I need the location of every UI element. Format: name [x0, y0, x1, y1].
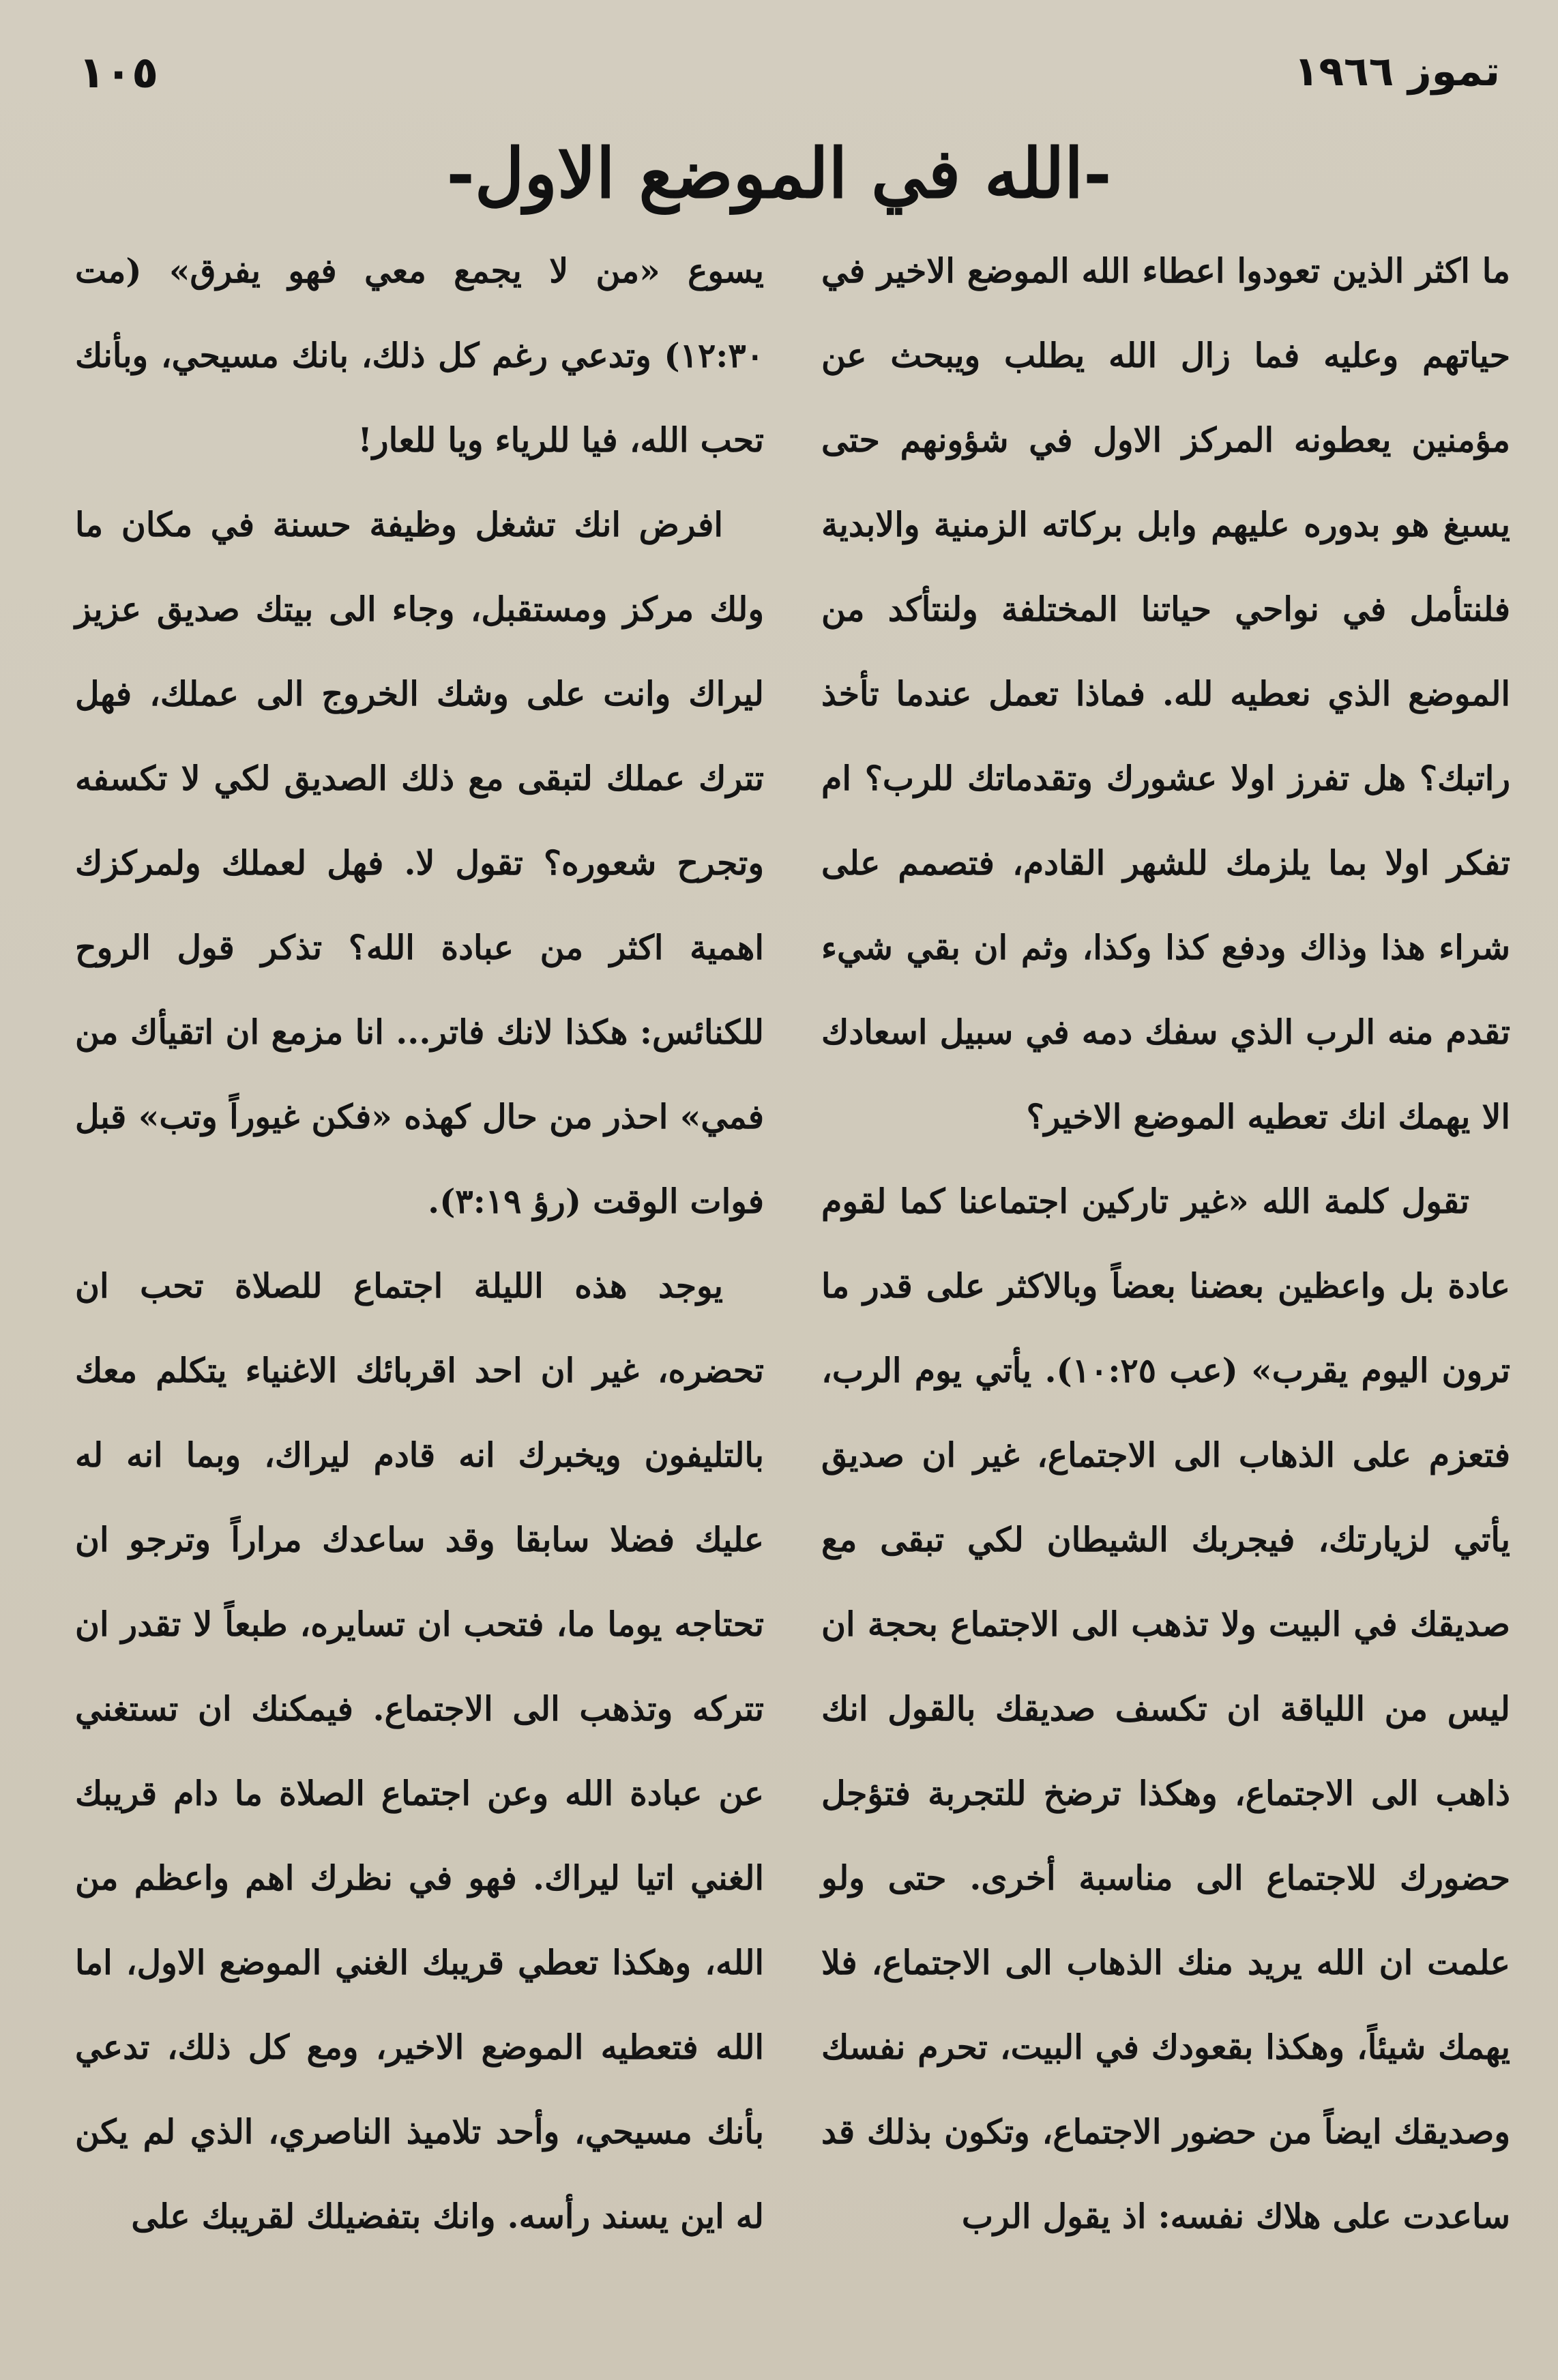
article-title: -الله في الموضع الاول-	[446, 133, 1112, 214]
paragraph: تقول كلمة الله «غير تاركين اجتماعنا كما لقوم عادة بل واعظين بعضنا بعضاً وبالاكثر على قدر ما ترون اليوم يقرب» (عب ١٠:٢٥). يأتي يوم الرب، فتعزم على الذهاب الى الاجتماع، غير ان صديق يأتي لزيارتك، فيجربك الشيطان لكي تبقى مع صديقك في البيت ولا تذهب الى الاجتماع بحجة ان ليس من اللياقة ان تكسف صديقك بالقول انك ذاهب الى الاجتماع، وهكذا ترضخ للتجربة فتؤجل حضورك للاجتماع الى مناسبة أخرى. حتى ولو علمت ان الله يريد منك الذهاب الى الاجتماع، فلا يهمك شيئاً، وهكذا بقعودك في البيت، تحرم نفسك وصديقك ايضاً من حضور الاجتماع، وتكون بذلك قد ساعدت على هلاك نفسه: اذ يقول الرب	[821, 1181, 1510, 2236]
left-column	[75, 229, 764, 2259]
page-number: ١٠٥	[78, 48, 159, 98]
paragraph: افرض انك تشغل وظيفة حسنة في مكان ما ولك مركز ومستقبل، وجاء الى بيتك صديق عزيز ليراك وانت على وشك الخروج الى عملك، فهل تترك عملك لتبقى مع ذلك الصديق لكي لا تكسفه وتجرح شعوره؟ تقول لا. فهل لعملك ولمركزك اهمية اكثر من عبادة الله؟ تذكر قول الروح للكنائس: هكذا لانك فاتر... انا مزمع ان اتقيأك من فمي» احذر من حال كهذه «فكن غيوراً وتب» قبل فوات الوقت (رؤ ٣:١٩).	[75, 505, 764, 1221]
paragraph: ما اكثر الذين تعودوا اعطاء الله الموضع الاخير في حياتهم وعليه فما زال الله يطلب ويبحث عن مؤمنين يعطونه المركز الاول في شؤونهم حتى يسبغ هو بدوره عليهم وابل بركاته الزمنية والابدية فلنتأمل في نواحي حياتنا المختلفة ولنتأكد من الموضع الذي نعطيه لله. فماذا تعمل عندما تأخذ راتبك؟ هل تفرز اولا عشورك وتقدماتك للرب؟ ام تفكر اولا بما يلزمك للشهر القادم، فتصمم على شراء هذا وذاك ودفع كذا وكذا، وثم ان بقي شيء تقدم منه الرب الذي سفك دمه في سبيل اسعادك الا يهمك انك تعطيه الموضع الاخير؟	[821, 251, 1510, 1136]
paragraph: يوجد هذه الليلة اجتماع للصلاة تحب ان تحضره، غير ان احد اقربائك الاغنياء يتكلم معك بالتليفون ويخبرك انه قادم ليراك، وبما انه له عليك فضلا سابقا وقد ساعدك مراراً وترجو ان تحتاجه يوما ما، فتحب ان تسايره، طبعاً لا تقدر ان تتركه وتذهب الى الاجتماع. فيمكنك ان تستغني عن عبادة الله وعن اجتماع الصلاة ما دام قريبك الغني اتيا ليراك. فهو في نظرك اهم واعظم من الله، وهكذا تعطي قريبك الغني الموضع الاول، اما الله فتعطيه الموضع الاخير، ومع كل ذلك، تدعي بأنك مسيحي، وأحد تلاميذ الناصري، الذي لم يكن له اين يسند رأسه. وانك بتفضيلك لقريبك على	[75, 1266, 764, 2236]
right-column	[821, 229, 1510, 2259]
paragraph: يسوع «من لا يجمع معي فهو يفرق» (مت ١٢:٣٠) وتدعي رغم كل ذلك، بانك مسيحي، وبأنك تحب الله، فيا للرياء ويا للعار!	[75, 251, 764, 460]
issue-date: تموز ١٩٦٦	[1293, 48, 1500, 96]
